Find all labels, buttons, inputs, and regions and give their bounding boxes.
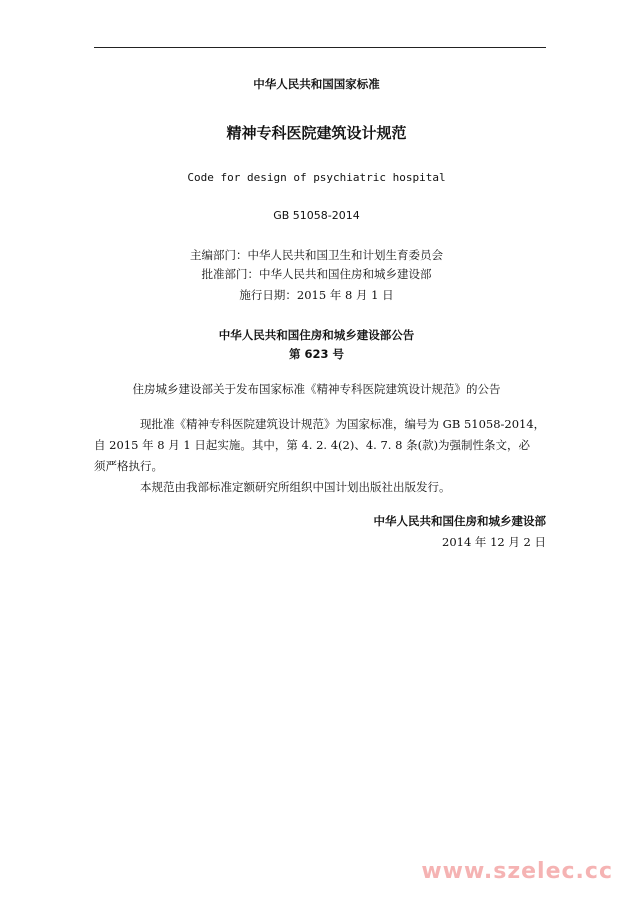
- standard-number: GB 51058-2014: [273, 209, 360, 222]
- document-type: 中华人民共和国国家标准: [253, 77, 380, 91]
- paragraph-1-line-1: 现批准《精神专科医院建筑设计规范》为国家标准，编号为 GB 51058-2014，: [140, 417, 546, 431]
- paragraph-1-line-2: 自 2015 年 8 月 1 日起实施。其中，第 4. 2. 4(2)、4. 7. 8 条(款)为强制性条文，必: [94, 438, 531, 452]
- effective-date-line: 施行日期：2015 年 8 月 1 日: [239, 288, 394, 302]
- approver-line: 批准部门：中华人民共和国住房和城乡建设部: [201, 267, 432, 281]
- top-rule: [94, 47, 546, 48]
- page-title: 精神专科医院建筑设计规范: [226, 124, 407, 142]
- signature-date: 2014 年 12 月 2 日: [442, 535, 546, 549]
- watermark: www.szelec.cc: [421, 859, 613, 884]
- announcement-heading: 住房城乡建设部关于发布国家标准《精神专科医院建筑设计规范》的公告: [132, 382, 501, 396]
- announcement-issuer: 中华人民共和国住房和城乡建设部公告: [218, 328, 415, 342]
- chief-editor-line: 主编部门：中华人民共和国卫生和计划生育委员会: [190, 248, 443, 262]
- paragraph-1-line-3: 须严格执行。: [94, 459, 163, 473]
- english-title: Code for design of psychiatric hospital: [187, 171, 446, 184]
- announcement-paragraph-2: 本规范由我部标准定额研究所组织中国计划出版社出版发行。: [140, 480, 451, 494]
- announcement-number: 第 623 号: [288, 347, 344, 361]
- announcement-paragraph-1: [94, 414, 546, 477]
- signature-organization: 中华人民共和国住房和城乡建设部: [373, 514, 546, 528]
